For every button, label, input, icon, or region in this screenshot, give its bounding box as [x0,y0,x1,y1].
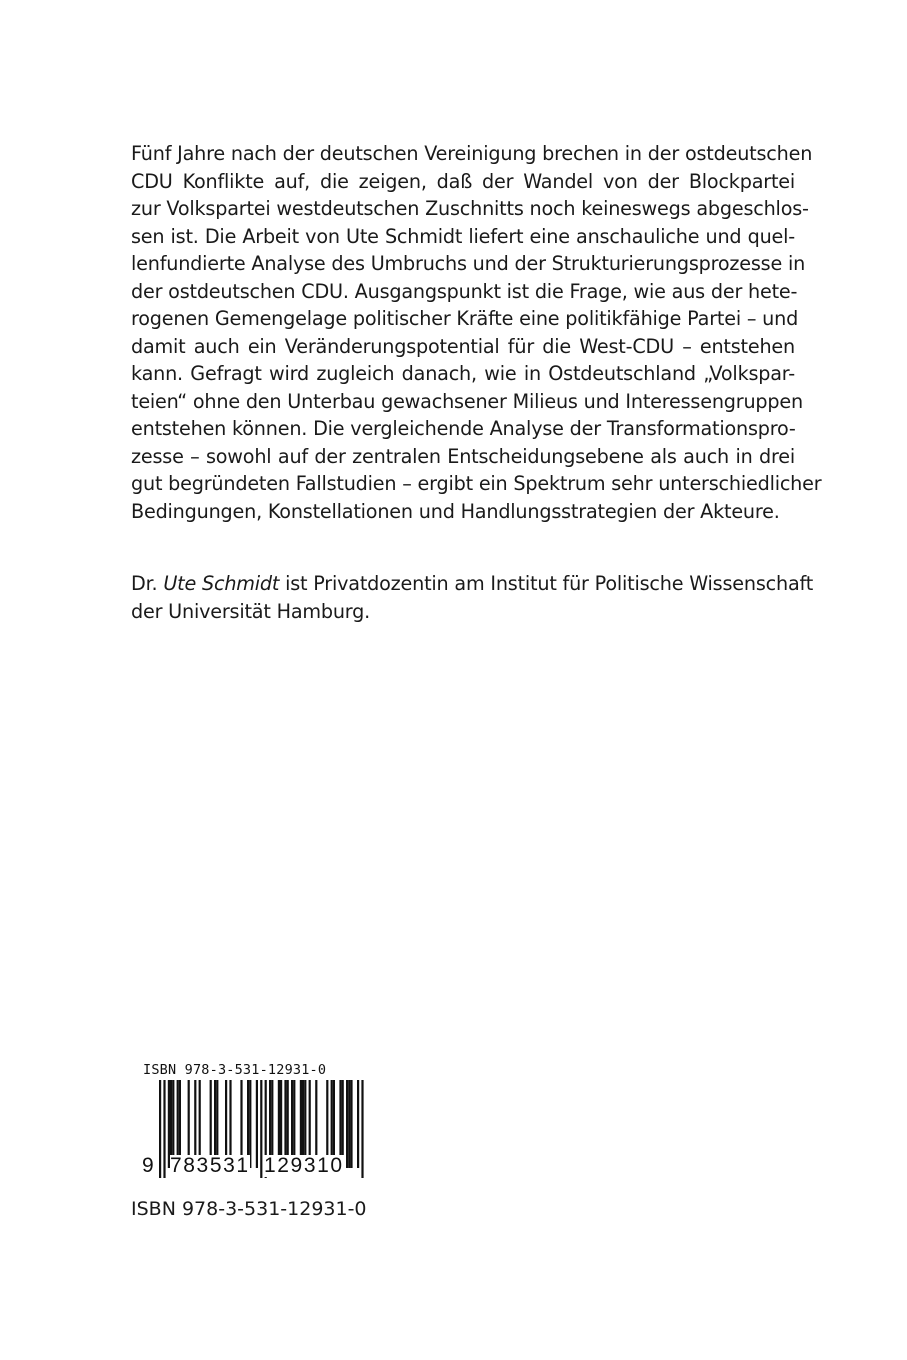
barcode-bar [256,1080,258,1168]
author-name: Ute Schmidt [163,572,280,595]
barcode-bar [350,1080,352,1168]
barcode-bar [163,1080,165,1178]
blurb-line: rogenen Gemengelage politischer Kräfte eine politikfähige Partei – und [131,307,799,330]
blurb-line: zur Volkspartei westdeutschen Zuschnitts noch keineswegs abgeschlos- [131,197,809,220]
blurb-line: lenfundierte Analyse des Umbruchs und der Strukturierungsprozesse in [131,252,806,275]
barcode-bar [346,1080,348,1168]
barcode-first-digit: 9 [142,1154,154,1177]
bio-prefix: Dr. [131,572,164,595]
blurb-line: Fünf Jahre nach der deutschen Vereinigung brechen in der ostdeutschen [131,142,813,165]
blurb-text [131,140,822,525]
author-bio [131,570,814,625]
isbn-text: ISBN 978-3-531-12931-0 [131,1198,367,1220]
barcode-right-digits: 129310 [264,1154,344,1177]
barcode-isbn-label: ISBN 978-3-531-12931-0 [143,1062,327,1078]
barcode-bar [260,1080,262,1178]
bio-line-1 [131,570,814,598]
blurb-line: Bedingungen, Konstellationen und Handlungsstrategien der Akteure. [131,499,780,523]
blurb-line: sen ist. Die Arbeit von Ute Schmidt liefert eine anschauliche und quel- [131,224,795,248]
blurb-line: der ostdeutschen CDU. Ausgangspunkt ist die Frage, wie aus der hete- [131,279,798,303]
bio-rest: ist Privatdozentin am Institut für Politische Wissenschaft [279,572,814,595]
blurb-line: teien“ ohne den Unterbau gewachsener Milieus und Interessengruppen [131,389,803,413]
blurb-line: entstehen können. Die vergleichende Analyse der Transformationspro- [131,417,796,440]
barcode-bar [361,1080,363,1178]
barcode-left-digits: 783531 [170,1154,250,1177]
blurb-line: gut begründeten Fallstudien – ergibt ein Spektrum sehr unterschiedlicher [131,472,822,495]
barcode-bar [357,1080,359,1168]
barcode-bar [159,1080,161,1178]
bio-line-2: der Universität Hamburg. [131,599,371,623]
blurb-line: damit auch ein Veränderungspotential für die West-CDU – entstehen [131,334,795,358]
blurb-line: zesse – sowohl auf der zentralen Entscheidungsebene als auch in drei [131,444,795,468]
isbn-barcode [140,1062,365,1190]
barcode-bar [348,1080,350,1168]
blurb-line: CDU Konflikte auf, die zeigen, daß der Wandel von der Blockpartei [131,169,795,193]
blurb-line: kann. Gefragt wird zugleich danach, wie in Ostdeutschland „Volkspar- [131,362,795,385]
